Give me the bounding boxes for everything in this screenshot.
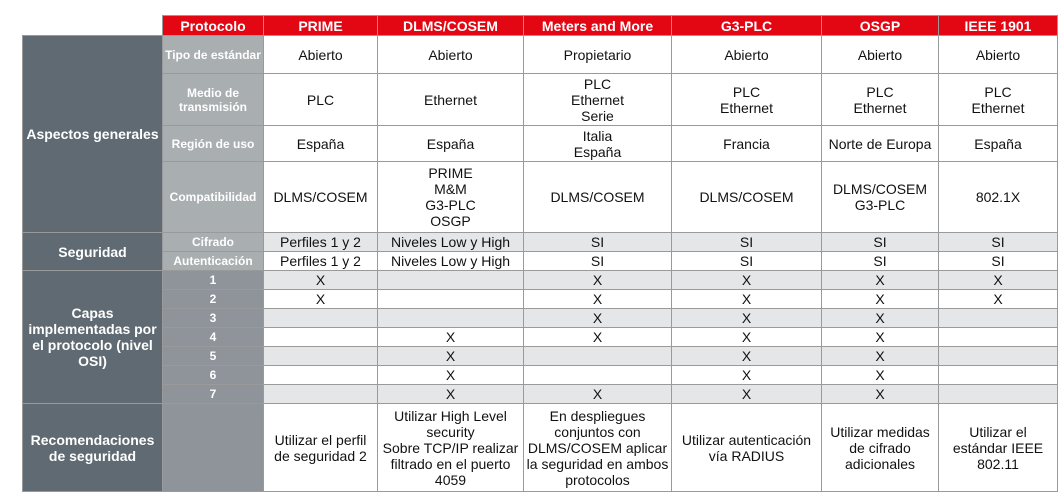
row-label-tipo: Tipo de estándar xyxy=(163,36,264,74)
cell: SI xyxy=(822,233,939,252)
cell: DLMS/COSEM xyxy=(264,162,378,233)
cell: Utilizar High Level security Sobre TCP/IP realizar filtrado en el puerto 4059 xyxy=(378,404,524,492)
cell: Perfiles 1 y 2 xyxy=(264,252,378,271)
cell: Utilizar el estándar IEEE 802.11 xyxy=(939,404,1058,492)
row-label-layer: 7 xyxy=(163,385,264,404)
row-label-medio: Medio de transmisión xyxy=(163,74,264,126)
protocol-comparison-table xyxy=(22,15,1058,492)
row-layer-3 xyxy=(23,309,1058,328)
cell: Utilizar el perfil de seguridad 2 xyxy=(264,404,378,492)
row-tipo xyxy=(23,36,1058,74)
cell: X xyxy=(264,271,378,290)
cell: X xyxy=(939,290,1058,309)
row-layer-2 xyxy=(23,290,1058,309)
cell: X xyxy=(822,271,939,290)
header-g3-plc: G3-PLC xyxy=(672,16,822,36)
cell xyxy=(264,385,378,404)
cell: Abierto xyxy=(939,36,1058,74)
header-ieee-1901: IEEE 1901 xyxy=(939,16,1058,36)
cell: X xyxy=(378,347,524,366)
cell: X xyxy=(672,309,822,328)
cell xyxy=(939,328,1058,347)
cell: X xyxy=(672,385,822,404)
row-label-region: Región de uso xyxy=(163,126,264,162)
cell: X xyxy=(939,271,1058,290)
cell: Perfiles 1 y 2 xyxy=(264,233,378,252)
row-label-recomendaciones xyxy=(163,404,264,492)
cell: Abierto xyxy=(822,36,939,74)
row-label-layer: 1 xyxy=(163,271,264,290)
row-label-compat: Compatibilidad xyxy=(163,162,264,233)
cell: Abierto xyxy=(264,36,378,74)
cell: Norte de Europa xyxy=(822,126,939,162)
cell: X xyxy=(822,309,939,328)
cell xyxy=(378,309,524,328)
cell: X xyxy=(524,271,672,290)
cell xyxy=(524,366,672,385)
cell: X xyxy=(378,366,524,385)
cell xyxy=(264,309,378,328)
row-cifrado xyxy=(23,233,1058,252)
cell: PLC Ethernet xyxy=(822,74,939,126)
cell: X xyxy=(822,290,939,309)
cell: Ethernet xyxy=(378,74,524,126)
cell xyxy=(939,366,1058,385)
cell: España xyxy=(264,126,378,162)
row-autenticacion xyxy=(23,252,1058,271)
cell: X xyxy=(524,385,672,404)
cell xyxy=(264,328,378,347)
header-dlms-cosem: DLMS/COSEM xyxy=(378,16,524,36)
cell: Niveles Low y High xyxy=(378,252,524,271)
cell: X xyxy=(822,385,939,404)
cell xyxy=(378,271,524,290)
cell: Francia xyxy=(672,126,822,162)
cell: X xyxy=(378,328,524,347)
header-row xyxy=(23,16,1058,36)
cell xyxy=(264,347,378,366)
cell: PLC Ethernet xyxy=(672,74,822,126)
cell: Abierto xyxy=(378,36,524,74)
cell: SI xyxy=(939,233,1058,252)
cell: X xyxy=(264,290,378,309)
cell: SI xyxy=(672,233,822,252)
cell: X xyxy=(822,328,939,347)
cell: En despliegues conjuntos con DLMS/COSEM aplicar la seguridad en ambos protocolos xyxy=(524,404,672,492)
group-recomendaciones: Recomendaciones de seguridad xyxy=(23,404,163,492)
cell: PLC Ethernet Serie xyxy=(524,74,672,126)
header-meters-and-more: Meters and More xyxy=(524,16,672,36)
cell: PLC Ethernet xyxy=(939,74,1058,126)
row-label-layer: 5 xyxy=(163,347,264,366)
cell: SI xyxy=(822,252,939,271)
cell: DLMS/COSEM G3-PLC xyxy=(822,162,939,233)
cell: Utilizar autenticación vía RADIUS xyxy=(672,404,822,492)
row-label-cifrado: Cifrado xyxy=(163,233,264,252)
cell: X xyxy=(672,290,822,309)
row-label-layer: 2 xyxy=(163,290,264,309)
cell: Italia España xyxy=(524,126,672,162)
cell xyxy=(939,347,1058,366)
cell: Niveles Low y High xyxy=(378,233,524,252)
row-label-layer: 4 xyxy=(163,328,264,347)
row-layer-1 xyxy=(23,271,1058,290)
cell: SI xyxy=(672,252,822,271)
cell: X xyxy=(672,328,822,347)
row-medio xyxy=(23,74,1058,126)
corner-cell xyxy=(23,16,163,36)
cell xyxy=(378,290,524,309)
cell: SI xyxy=(524,233,672,252)
cell xyxy=(524,347,672,366)
cell: PRIME M&M G3-PLC OSGP xyxy=(378,162,524,233)
row-label-layer: 6 xyxy=(163,366,264,385)
cell: X xyxy=(524,309,672,328)
cell: X xyxy=(672,347,822,366)
cell: X xyxy=(378,385,524,404)
cell: PLC xyxy=(264,74,378,126)
cell: X xyxy=(672,366,822,385)
header-protocol: Protocolo xyxy=(163,16,264,36)
row-recomendaciones xyxy=(23,404,1058,492)
group-capas-osi: Capas implementadas por el protocolo (nivel OSI) xyxy=(23,271,163,404)
row-layer-7 xyxy=(23,385,1058,404)
row-layer-5 xyxy=(23,347,1058,366)
header-osgp: OSGP xyxy=(822,16,939,36)
row-layer-6 xyxy=(23,366,1058,385)
cell: X xyxy=(524,328,672,347)
header-prime: PRIME xyxy=(264,16,378,36)
row-compat xyxy=(23,162,1058,233)
cell: DLMS/COSEM xyxy=(524,162,672,233)
cell xyxy=(939,309,1058,328)
cell: X xyxy=(672,271,822,290)
cell: Propietario xyxy=(524,36,672,74)
cell xyxy=(264,366,378,385)
group-aspectos-generales: Aspectos generales xyxy=(23,36,163,233)
cell: DLMS/COSEM xyxy=(672,162,822,233)
cell: X xyxy=(822,366,939,385)
cell: X xyxy=(524,290,672,309)
row-layer-4 xyxy=(23,328,1058,347)
row-label-autenticacion: Autenticación xyxy=(163,252,264,271)
cell: SI xyxy=(524,252,672,271)
row-region xyxy=(23,126,1058,162)
cell: España xyxy=(378,126,524,162)
cell: SI xyxy=(939,252,1058,271)
cell: X xyxy=(822,347,939,366)
group-seguridad: Seguridad xyxy=(23,233,163,271)
cell: 802.1X xyxy=(939,162,1058,233)
cell xyxy=(939,385,1058,404)
row-label-layer: 3 xyxy=(163,309,264,328)
cell: España xyxy=(939,126,1058,162)
cell: Utilizar medidas de cifrado adicionales xyxy=(822,404,939,492)
cell: Abierto xyxy=(672,36,822,74)
